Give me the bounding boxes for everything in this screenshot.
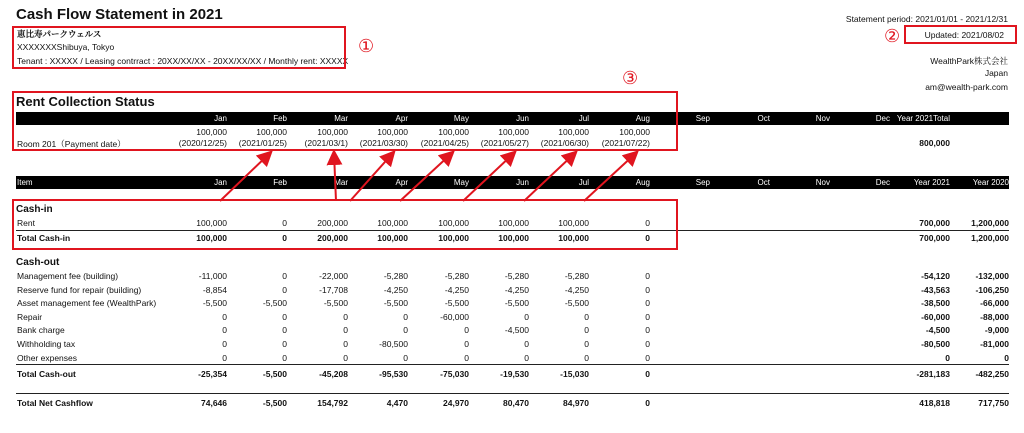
cash-out-row-value: -5,500 (504, 298, 529, 309)
total-cash-in-value: 100,000 (438, 233, 469, 243)
cash-out-row-value: 0 (645, 339, 650, 349)
rent-col-header: Dec (875, 114, 890, 123)
cash-in-title: Cash-in (16, 204, 53, 215)
cash-out-row-value: -9,000 (984, 325, 1009, 336)
rent-amount: 100,000 (619, 127, 650, 137)
cashflow-col-header: May (453, 178, 469, 187)
statement-period: Statement period: 2021/01/01 - 2021/12/31 (845, 14, 1008, 24)
cash-out-row-value: -80,500 (379, 339, 408, 349)
cash-out-row-value: 0 (222, 325, 227, 336)
cash-out-row-value: 0 (645, 352, 650, 363)
rent-amount: 100,000 (317, 127, 348, 137)
total-cash-out-value: -5,500 (262, 369, 287, 379)
page-title: Cash Flow Statement in 2021 (16, 6, 223, 23)
cash-out-row-label: Asset management fee (WealthPark) (17, 298, 157, 309)
arrow-jun-to-jun (524, 153, 575, 201)
cash-out-row-value: -5,500 (383, 298, 408, 309)
cash-out-row-label: Bank charge (17, 325, 65, 336)
cash-out-row-value: 0 (524, 311, 529, 322)
cash-out-row-value: 0 (282, 339, 287, 349)
total-cash-out-value: 0 (645, 369, 650, 379)
cash-out-row-value: 0 (222, 339, 227, 349)
total-cash-in-value: 0 (282, 233, 287, 243)
cash-out-row-value: 0 (584, 352, 589, 363)
cashflow-col-header: Year 2020 (972, 178, 1009, 187)
cash-out-row-value: -5,500 (202, 298, 227, 309)
total-cash-in-label: Total Cash-in (17, 233, 71, 243)
cash-out-row-value: -4,250 (383, 284, 408, 295)
arrow-jan-to-feb (220, 153, 270, 201)
updated-date: Updated: 2021/08/02 (924, 30, 1004, 40)
cash-out-row-value: -4,250 (504, 284, 529, 295)
cash-in-row-value: 1,200,000 (971, 218, 1009, 228)
rent-payment-date: (2021/07/22) (601, 138, 650, 148)
cash-out-row-label: Withholding tax (17, 339, 76, 349)
cash-out-row-value: -4,250 (444, 284, 469, 295)
cash-out-row-value: 0 (464, 352, 469, 363)
cash-out-row-label: Other expenses (17, 352, 78, 363)
cash-in-row-value: 100,000 (196, 218, 227, 228)
cash-out-row-label: Repair (17, 311, 43, 322)
cash-out-row-value: 0 (945, 352, 950, 363)
cash-in-row-value: 100,000 (498, 218, 529, 228)
cash-out-row-value: -8,854 (202, 284, 227, 295)
cash-out-row-value: 0 (403, 311, 408, 322)
total-cash-out-value: -95,530 (379, 369, 408, 379)
cash-out-row-value: -5,280 (564, 271, 589, 281)
cash-out-row-value: 0 (584, 311, 589, 322)
cash-out-row-value: -22,000 (319, 271, 348, 281)
total-net-cashflow-value: 154,792 (317, 398, 348, 408)
total-net-cashflow-label: Total Net Cashflow (17, 398, 93, 408)
cash-out-row-value: 0 (1004, 352, 1009, 363)
cash-out-title: Cash-out (16, 257, 60, 268)
total-cash-out-value: -281,183 (916, 369, 950, 379)
rent-payment-date: (2021/01/25) (238, 138, 287, 148)
cash-out-row-value: -54,120 (921, 271, 950, 281)
cashflow-col-header: Sep (695, 178, 710, 187)
cash-out-row-value: -38,500 (921, 298, 950, 309)
cash-out-row-value: 0 (524, 352, 529, 363)
rent-amount: 100,000 (558, 127, 589, 137)
cash-out-row-value: 0 (222, 352, 227, 363)
cashflow-col-header: Nov (815, 178, 830, 187)
total-cash-out-value: -19,530 (500, 369, 529, 379)
cash-out-row-value: 0 (403, 325, 408, 336)
cash-in-row-value: 0 (282, 218, 287, 228)
rent-payment-date: (2021/03/30) (359, 138, 408, 148)
cash-in-row-value: 100,000 (377, 218, 408, 228)
cash-out-row-value: 0 (343, 311, 348, 322)
arrow-jul-to-jul (584, 153, 636, 201)
rent-payment-date: (2020/12/25) (178, 138, 227, 148)
total-cash-out-value: -75,030 (440, 369, 469, 379)
cash-out-row-value: -60,000 (921, 311, 950, 322)
rent-payment-date: (2021/05/27) (480, 138, 529, 148)
cash-in-row-value: 0 (645, 218, 650, 228)
rent-col-header: Year 2021Total (896, 114, 950, 123)
tenant-info: Tenant : XXXXX / Leasing contrract : 20XX/XX/XX - 20XX/XX/XX / Monthly rent: XXXXX (17, 56, 349, 66)
rent-payment-date: (2021/04/25) (420, 138, 469, 148)
cash-out-row-value: -5,500 (323, 298, 348, 309)
cash-out-row-value: 0 (645, 311, 650, 322)
cash-out-row-value: 0 (524, 339, 529, 349)
total-net-cashflow-value: 24,970 (443, 398, 469, 408)
total-net-cashflow-value: 4,470 (386, 398, 408, 408)
cash-in-row-label: Rent (17, 218, 35, 228)
rent-col-header: Sep (695, 114, 710, 123)
rent-col-header: Mar (334, 114, 348, 123)
cash-out-row-value: 0 (403, 352, 408, 363)
cash-out-row-value: -5,500 (262, 298, 287, 309)
cash-in-row-value: 700,000 (919, 218, 950, 228)
total-net-cashflow-value: 717,750 (978, 398, 1009, 408)
cashflow-col-header: Aug (635, 178, 650, 187)
rent-col-header: Aug (635, 114, 650, 123)
rent-col-header: Feb (273, 114, 287, 123)
rent-row-label: Room 201（Payment date） (17, 139, 126, 149)
cashflow-col-header: Dec (875, 178, 890, 187)
total-cash-in-value: 100,000 (498, 233, 529, 243)
cash-in-row-value: 200,000 (317, 218, 348, 228)
rent-col-header: May (453, 114, 469, 123)
company-country: Japan (984, 68, 1008, 78)
rent-amount: 100,000 (196, 127, 227, 137)
rent-col-header: Apr (395, 114, 408, 123)
arrow-may-to-may (463, 153, 514, 201)
rent-col-header: Jul (578, 114, 589, 123)
total-cash-in-value: 100,000 (558, 233, 589, 243)
cash-out-row-value: 0 (282, 271, 287, 281)
total-cash-in-value: 1,200,000 (971, 233, 1009, 243)
cashflow-col-header: Mar (334, 178, 348, 187)
arrow-feb-to-mar (334, 153, 336, 201)
rent-payment-date: (2021/06/30) (540, 138, 589, 148)
total-cash-out-label: Total Cash-out (17, 369, 76, 379)
cashflow-col-header: Jan (214, 178, 227, 187)
cash-out-row-value: 0 (645, 325, 650, 336)
cash-out-row-value: 0 (464, 339, 469, 349)
cash-out-row-value: -5,280 (383, 271, 408, 281)
cash-out-row-value: -5,500 (444, 298, 469, 309)
total-cash-in-value: 100,000 (196, 233, 227, 243)
total-net-cashflow-value: 84,970 (563, 398, 589, 408)
rent-payment-date: 800,000 (919, 138, 950, 148)
cashflow-col-header: Feb (273, 178, 287, 187)
cash-out-row-value: 0 (282, 311, 287, 322)
item-header: Item (17, 178, 33, 187)
cash-out-row-value: -5,500 (564, 298, 589, 309)
rent-amount: 100,000 (498, 127, 529, 137)
marker-1: ① (358, 36, 375, 56)
total-cash-out-value: -25,354 (198, 369, 227, 379)
total-cash-out-value: -15,030 (560, 369, 589, 379)
total-net-cashflow-value: 74,646 (201, 398, 227, 408)
company-email: am@wealth-park.com (925, 82, 1008, 92)
cash-out-row-value: 0 (645, 271, 650, 281)
rent-amount: 100,000 (377, 127, 408, 137)
total-cash-out-value: -482,250 (975, 369, 1009, 379)
cash-out-row-value: -88,000 (980, 311, 1009, 322)
cash-out-row-label: Reserve fund for repair (building) (17, 284, 142, 295)
rent-amount: 100,000 (256, 127, 287, 137)
company-name: WealthPark株式会社 (930, 56, 1008, 66)
rent-col-header: Jun (516, 114, 529, 123)
cash-out-row-value: 0 (343, 339, 348, 349)
cash-out-row-value: 0 (282, 284, 287, 295)
cashflow-col-header: Oct (757, 178, 770, 187)
cashflow-col-header: Jun (516, 178, 529, 187)
property-address: XXXXXXXShibuya, Tokyo (17, 42, 115, 52)
cash-out-row-value: 0 (645, 284, 650, 295)
cash-out-row-value: -66,000 (980, 298, 1009, 309)
cash-out-row-value: -4,250 (564, 284, 589, 295)
cash-out-row-value: -81,000 (980, 339, 1009, 349)
rent-col-header: Jan (214, 114, 227, 123)
rent-status-title: Rent Collection Status (16, 94, 155, 109)
property-name: 恵比寿パークウェルス (17, 29, 102, 39)
rent-amount: 100,000 (438, 127, 469, 137)
cash-in-row-value: 100,000 (558, 218, 589, 228)
cash-out-row-value: -17,708 (319, 284, 348, 295)
total-cash-in-value: 100,000 (377, 233, 408, 243)
cash-out-row-value: 0 (343, 325, 348, 336)
cash-out-row-value: 0 (282, 325, 287, 336)
total-cash-in-value: 700,000 (919, 233, 950, 243)
cash-out-row-value: -4,500 (925, 325, 950, 336)
cash-out-row-value: 0 (584, 325, 589, 336)
cash-in-row-value: 100,000 (438, 218, 469, 228)
cash-out-row-value: 0 (464, 325, 469, 336)
rent-col-header: Oct (757, 114, 770, 123)
marker-2: ② (884, 26, 901, 46)
cash-out-row-value: -80,500 (921, 339, 950, 349)
arrow-apr-to-apr (400, 153, 452, 201)
cash-out-row-value: 0 (584, 339, 589, 349)
total-cash-in-value: 200,000 (317, 233, 348, 243)
cashflow-col-header: Apr (395, 178, 408, 187)
total-cash-out-value: -45,208 (319, 369, 348, 379)
cash-out-row-value: -60,000 (440, 311, 469, 322)
arrow-mar-to-mar (350, 153, 393, 201)
cashflow-col-header: Year 2021 (913, 178, 950, 187)
cash-out-row-value: -43,563 (921, 284, 950, 295)
cash-out-row-value: 0 (282, 352, 287, 363)
cash-out-row-value: -11,000 (198, 271, 227, 281)
total-net-cashflow-value: 80,470 (503, 398, 529, 408)
total-net-cashflow-value: -5,500 (262, 398, 287, 408)
cash-out-row-value: -132,000 (975, 271, 1009, 281)
rent-col-header: Nov (815, 114, 830, 123)
cash-out-row-value: -5,280 (444, 271, 469, 281)
cash-out-row-value: 0 (222, 311, 227, 322)
cash-out-row-label: Management fee (building) (17, 271, 119, 281)
cashflow-col-header: Jul (578, 178, 589, 187)
cash-out-row-value: -4,500 (504, 325, 529, 336)
cash-out-row-value: 0 (343, 352, 348, 363)
cash-out-row-value: -5,280 (504, 271, 529, 281)
total-net-cashflow-value: 0 (645, 398, 650, 408)
cash-out-row-value: 0 (645, 298, 650, 309)
marker-3: ③ (622, 68, 639, 88)
total-cash-in-value: 0 (645, 233, 650, 243)
total-net-cashflow-value: 418,818 (919, 398, 950, 408)
cash-out-row-value: -106,250 (975, 284, 1009, 295)
rent-payment-date: (2021/03/1) (304, 138, 348, 148)
